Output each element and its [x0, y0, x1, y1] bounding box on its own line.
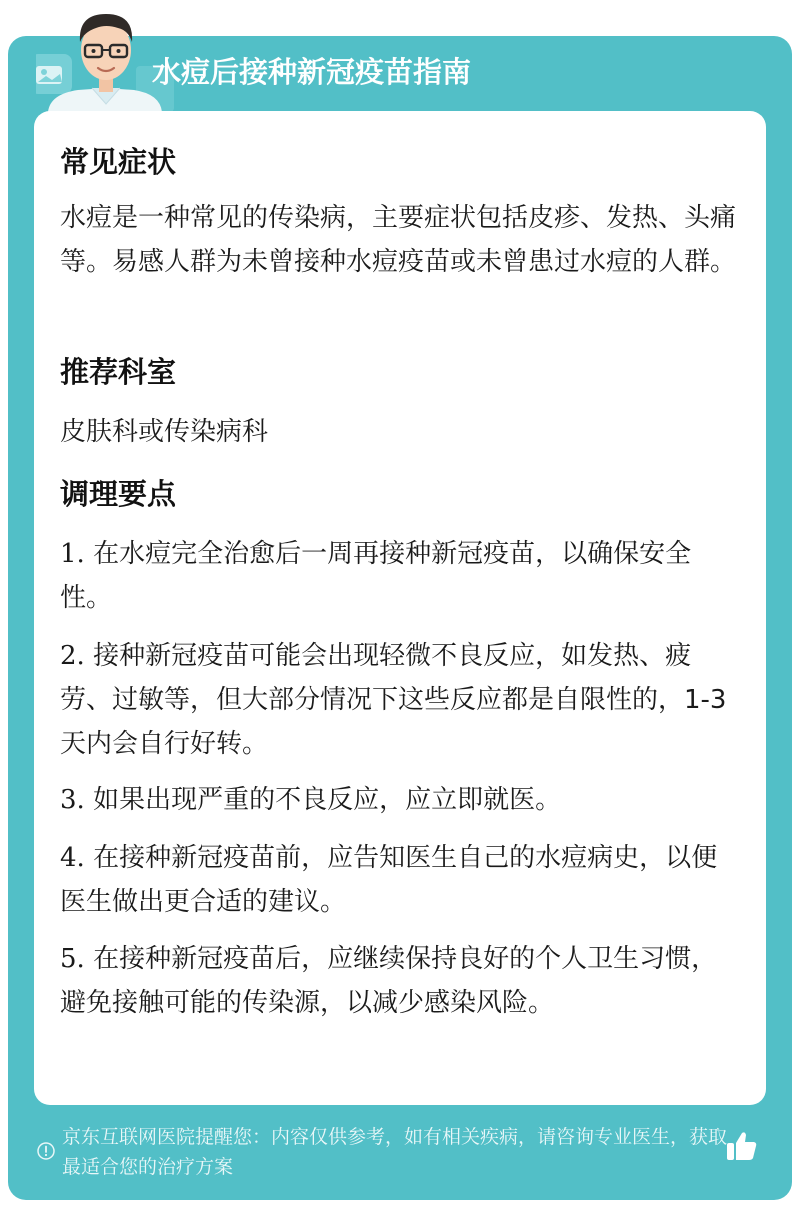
- care-item-number: 5.: [60, 944, 85, 974]
- care-item-text: 在水痘完全治愈后一周再接种新冠疫苗，以确保安全性。: [60, 539, 692, 613]
- care-heading: 调理要点: [60, 477, 177, 511]
- care-item-text: 在接种新冠疫苗后，应继续保持良好的个人卫生习惯，避免接触可能的传染源，以减少感染风险。: [60, 944, 718, 1018]
- thumbs-up-icon[interactable]: [724, 1128, 760, 1164]
- care-item-4: [60, 836, 740, 924]
- care-item-number: 2.: [60, 641, 85, 671]
- page-title: 水痘后接种新冠疫苗指南: [152, 55, 472, 89]
- symptoms-text: 水痘是一种常见的传染病，主要症状包括皮疹、发热、头痛等。易感人群为未曾接种水痘疫苗或未曾患过水痘的人群。: [60, 203, 737, 277]
- care-item-5: [60, 937, 740, 1025]
- info-icon: [36, 1141, 56, 1161]
- care-item-number: 3.: [60, 785, 85, 815]
- care-item-text: 如果出现严重的不良反应，应立即就医。: [84, 785, 562, 815]
- care-item-text: 接种新冠疫苗可能会出现轻微不良反应，如发热、疲劳、过敏等，但大部分情况下这些反应都是自限性的，1-3天内会自行好转。: [60, 641, 727, 759]
- department-heading: 推荐科室: [60, 355, 177, 389]
- department-text: 皮肤科或传染病科: [60, 417, 269, 447]
- care-item-number: 4.: [60, 843, 85, 873]
- footer-disclaimer: 京东互联网医院提醒您：内容仅供参考，如有相关疾病，请咨询专业医生，获取最适合您的治疗方案: [62, 1126, 728, 1178]
- care-item-2: [60, 634, 740, 766]
- symptoms-heading: 常见症状: [60, 145, 177, 179]
- care-item-number: 1.: [60, 539, 85, 569]
- care-item-text: 在接种新冠疫苗前，应告知医生自己的水痘病史，以便医生做出更合适的建议。: [60, 843, 718, 917]
- care-item-3: [60, 778, 740, 822]
- care-item-1: [60, 532, 740, 620]
